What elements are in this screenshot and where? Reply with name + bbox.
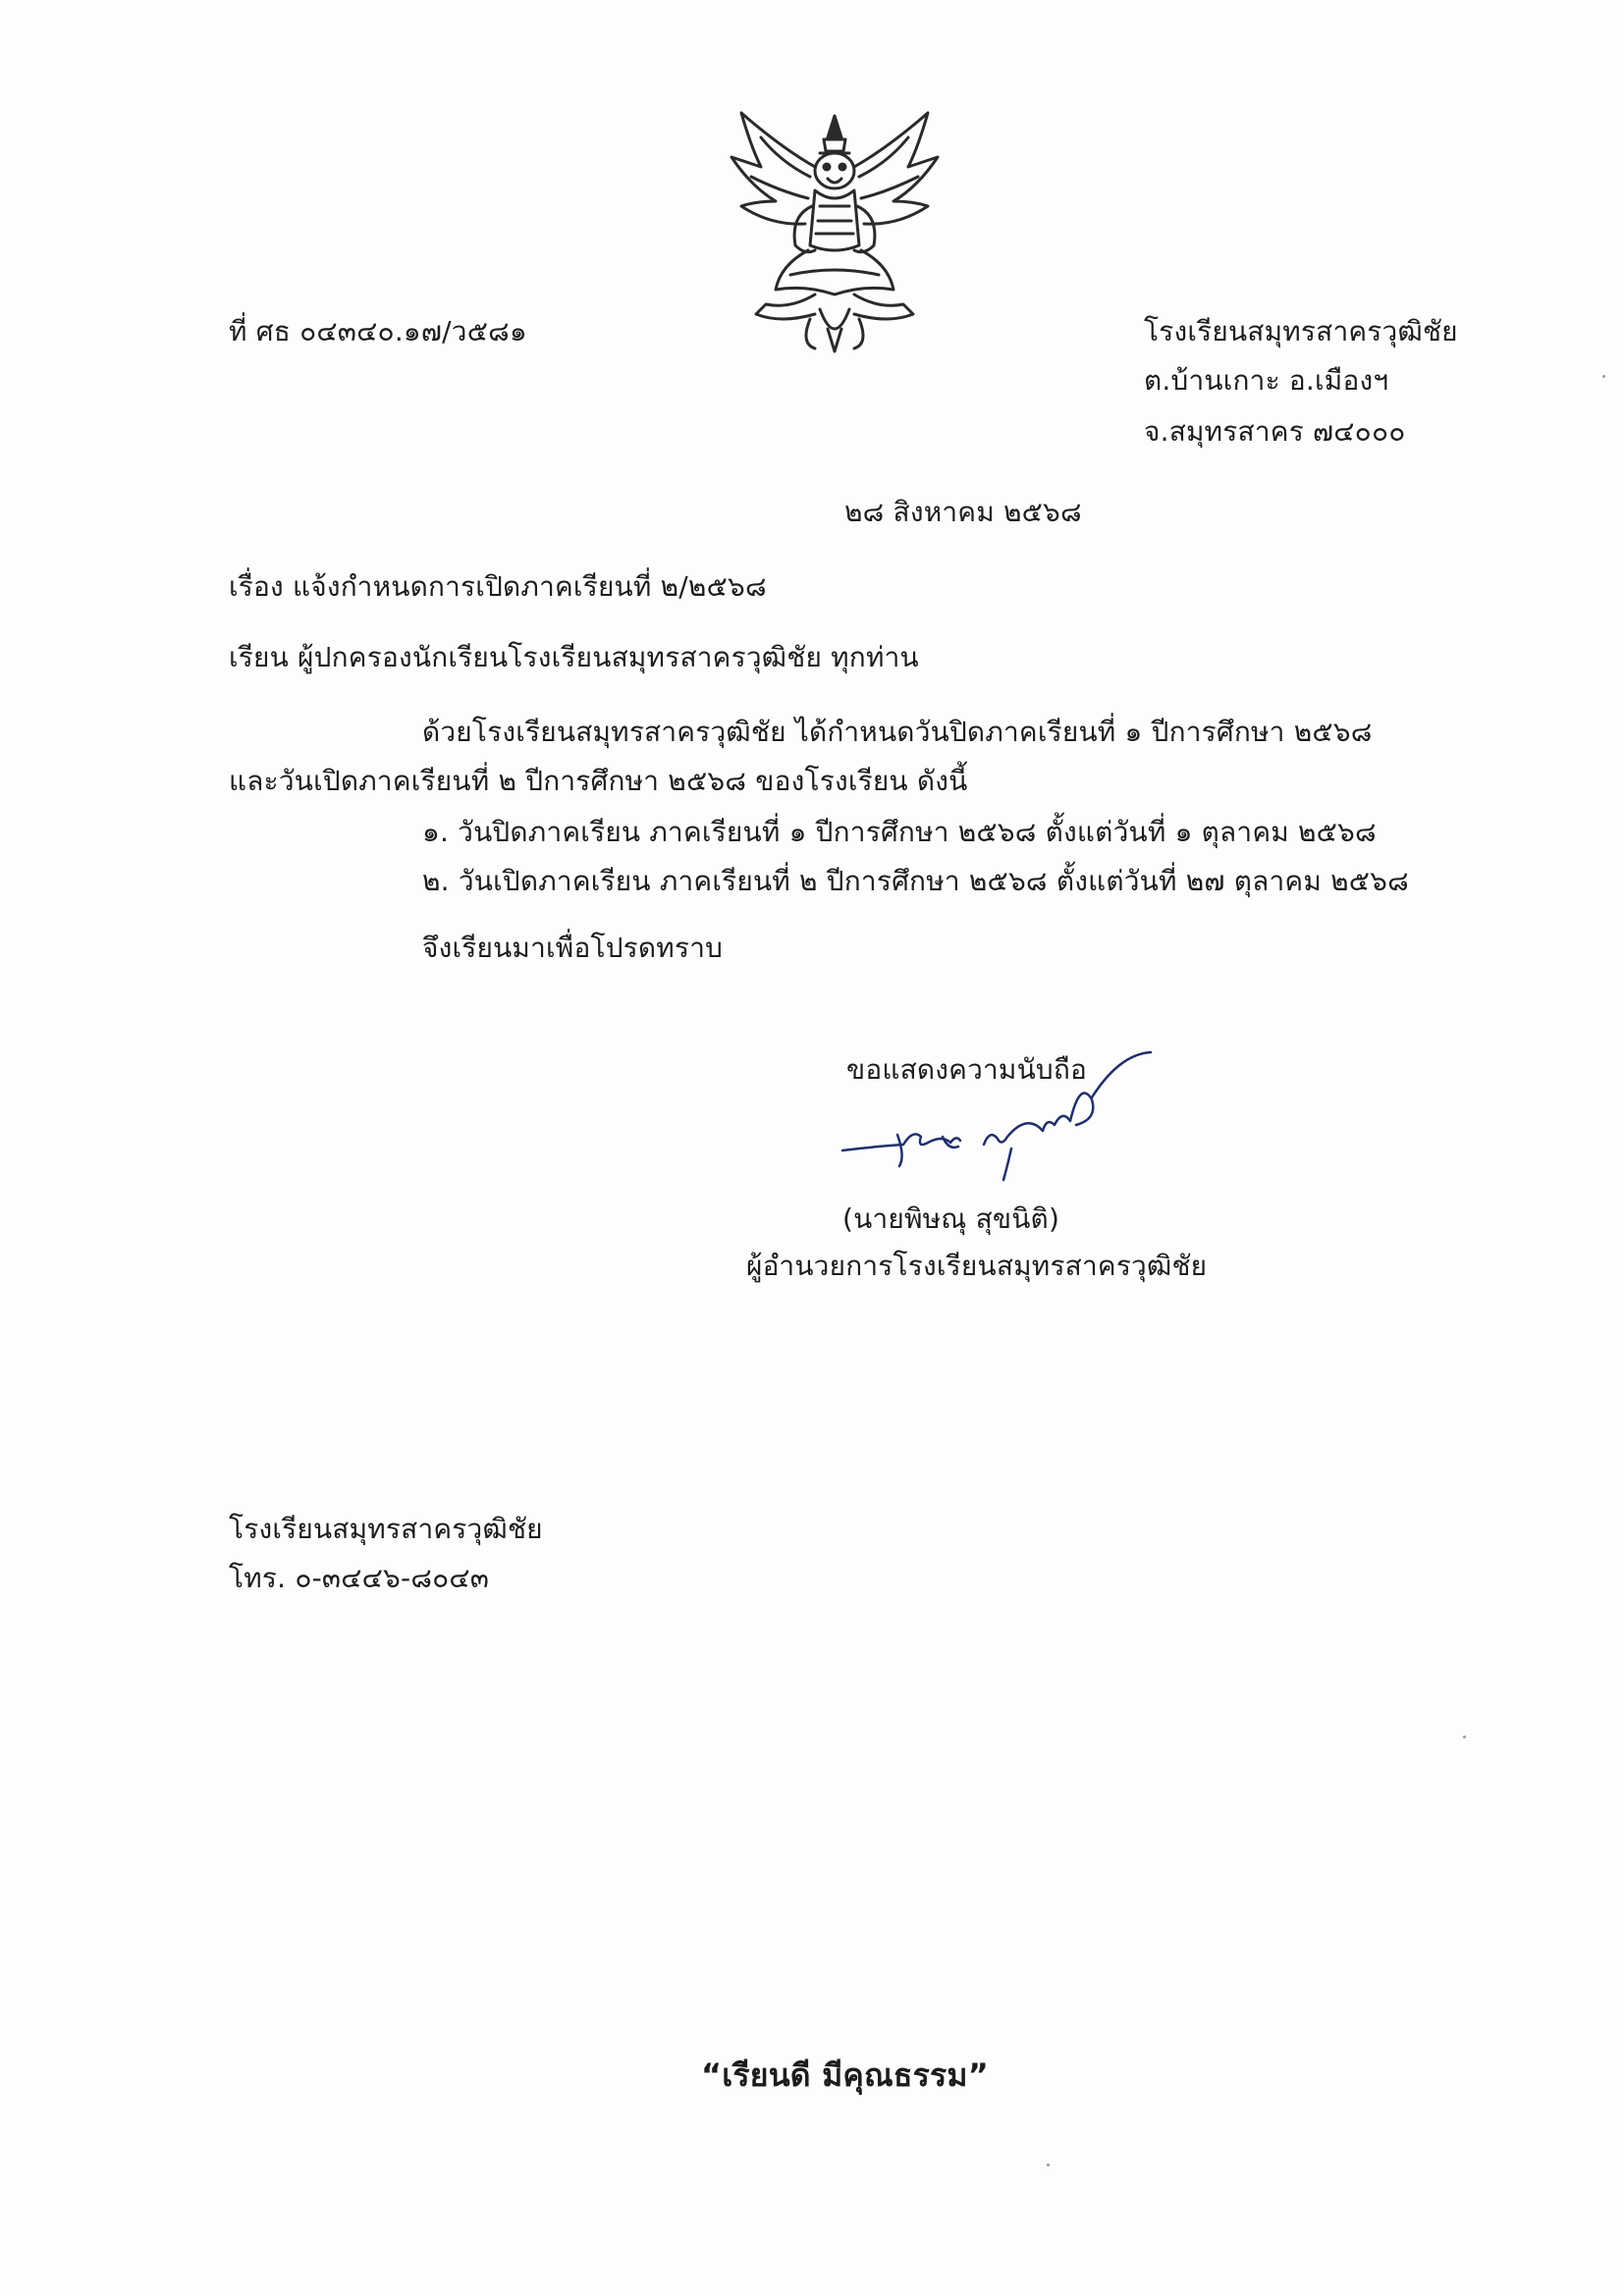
- reference-number: ที่ ศธ ๐๔๓๔๐.๑๗/ว๕๘๑: [229, 315, 527, 347]
- scan-speck: [1047, 2163, 1050, 2166]
- footer-school-name: โรงเรียนสมุทรสาครวุฒิชัย: [229, 1513, 543, 1545]
- handwritten-signature-icon: [835, 1041, 1159, 1188]
- school-province-address: จ.สมุทรสาคร ๗๔๐๐๐: [1144, 415, 1406, 448]
- letter-subject: เรื่อง แจ้งกำหนดการเปิดภาคเรียนที่ ๒/๒๕๖๘: [229, 570, 767, 603]
- signer-title: ผู้อำนวยการโรงเรียนสมุทรสาครวุฒิชัย: [746, 1250, 1208, 1282]
- school-name-address: โรงเรียนสมุทรสาครวุฒิชัย: [1144, 315, 1458, 347]
- scan-speck: [1463, 1735, 1466, 1738]
- letter-date: ๒๘ สิงหาคม ๒๕๖๘: [844, 496, 1082, 528]
- school-motto: “เรียนดี มีคุณธรรม”: [701, 2056, 989, 2094]
- garuda-emblem-icon: [722, 108, 947, 353]
- body-paragraph-line-2: และวันเปิดภาคเรียนที่ ๒ ปีการศึกษา ๒๕๖๘ ของโรงเรียน ดังนี้: [229, 765, 968, 797]
- footer-phone: โทร. ๐-๓๔๔๖-๘๐๔๓: [229, 1562, 490, 1594]
- scan-speck: [1602, 375, 1605, 378]
- letter-salutation: เรียน ผู้ปกครองนักเรียนโรงเรียนสมุทรสาครวุฒิชัย ทุกท่าน: [229, 641, 919, 673]
- body-paragraph-line-1: ด้วยโรงเรียนสมุทรสาครวุฒิชัย ได้กำหนดวันปิดภาคเรียนที่ ๑ ปีการศึกษา ๒๕๖๘: [422, 716, 1373, 748]
- list-item-close-term: ๑. วันปิดภาคเรียน ภาคเรียนที่ ๑ ปีการศึกษา ๒๕๖๘ ตั้งแต่วันที่ ๑ ตุลาคม ๒๕๖๘: [422, 816, 1377, 848]
- closing-sentence: จึงเรียนมาเพื่อโปรดทราบ: [422, 932, 724, 964]
- list-item-open-term: ๒. วันเปิดภาคเรียน ภาคเรียนที่ ๒ ปีการศึกษา ๒๕๖๘ ตั้งแต่วันที่ ๒๗ ตุลาคม ๒๕๖๘: [422, 865, 1409, 897]
- signer-name: (นายพิษณุ สุขนิติ): [842, 1202, 1060, 1235]
- regards-line: ขอแสดงความนับถือ: [846, 1053, 1088, 1086]
- school-subdistrict-address: ต.บ้านเกาะ อ.เมืองฯ: [1144, 364, 1389, 397]
